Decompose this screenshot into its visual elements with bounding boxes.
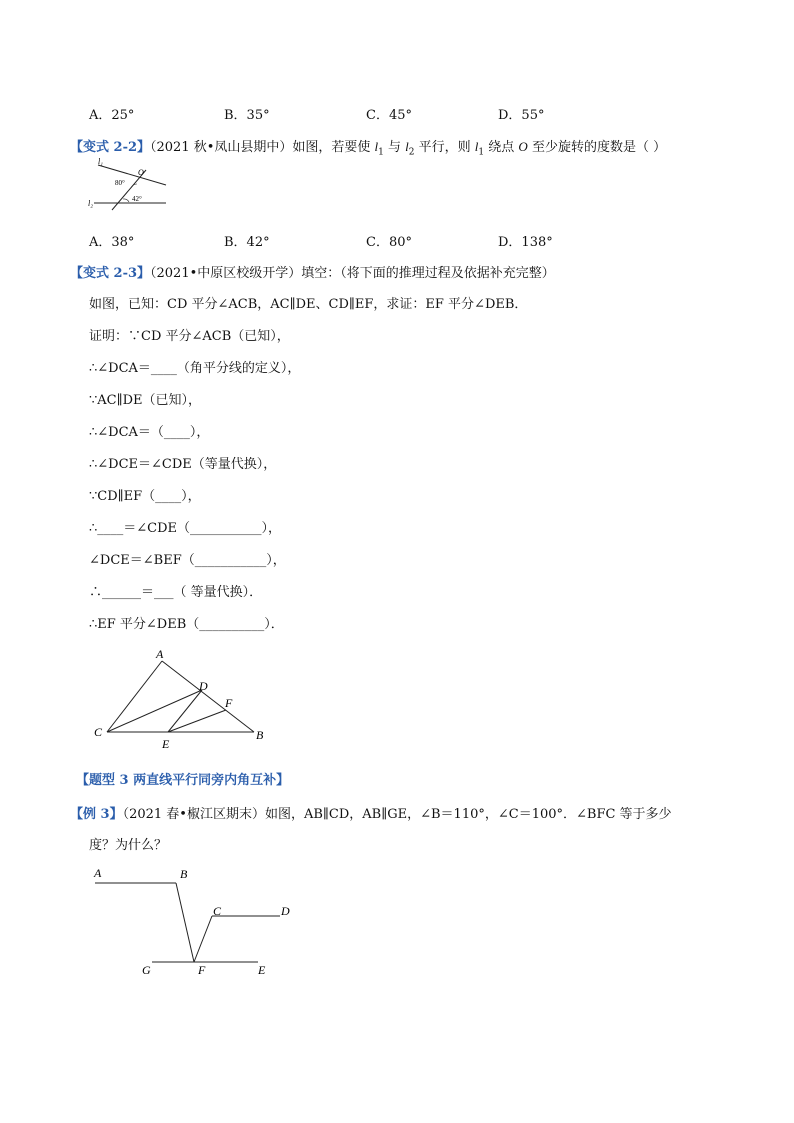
- label-d: D: [199, 679, 208, 693]
- proof-line: ∴EF 平分∠DEB（__________）．: [89, 617, 284, 632]
- option-b: B．35°: [224, 108, 270, 123]
- option-d: D．138°: [498, 235, 553, 250]
- question-tag: 【变式 2-3】: [70, 266, 151, 281]
- question-v23-header: [70, 262, 555, 281]
- label-f: F: [198, 963, 206, 977]
- question-text: 至少旋转的度数是（ ）: [527, 140, 667, 155]
- example-3-line2: 度？为什么？: [89, 838, 168, 853]
- question-text: 如图，若要使: [292, 140, 375, 155]
- label-b: B: [180, 867, 188, 881]
- label-a: A: [156, 647, 164, 661]
- proof-line: 如图，已知：CD 平分∠ACB，AC∥DE、CD∥EF，求证：EF 平分∠DEB．: [89, 297, 528, 312]
- question-text: 绕点: [484, 140, 519, 155]
- question-tag: 【例 3】: [70, 807, 123, 822]
- subscript: 2: [408, 147, 415, 158]
- question-text: 平行，则: [414, 140, 475, 155]
- proof-line: ∠DCE＝∠BEF（___________），: [89, 553, 286, 568]
- topic-heading: 【题型 3 两直线平行同旁内角互补】: [76, 773, 290, 788]
- label-f: F: [225, 696, 233, 710]
- line-symbol: l: [405, 139, 409, 154]
- question-text: 与: [383, 140, 406, 155]
- label-e: E: [162, 737, 170, 750]
- label-c: C: [94, 725, 103, 739]
- figure-triangle: [90, 644, 270, 750]
- label-a: A: [94, 866, 102, 880]
- option-c: C．45°: [366, 108, 412, 123]
- label-o: O: [138, 168, 144, 177]
- option-c: C．80°: [366, 235, 412, 250]
- proof-line: ∵AC∥DE（已知），: [89, 393, 202, 408]
- subscript: 1: [378, 147, 384, 158]
- label-c: C: [213, 904, 222, 918]
- option-b: B．42°: [224, 235, 270, 250]
- example-3-line1: [70, 803, 672, 822]
- proof-line: ∵CD∥EF（____），: [89, 489, 201, 504]
- label-l1: l₁: [98, 157, 104, 166]
- proof-line: ∴∠DCE＝∠CDE（等量代换），: [89, 457, 277, 472]
- question-text: （2021 春•椒江区期末）如图，AB∥CD，AB∥GE，∠B＝110°，∠C＝100°．∠BFC 等于多少: [122, 807, 672, 822]
- question-source: （2021 秋•凤山县期中）: [150, 140, 293, 155]
- option-a: A．38°: [89, 235, 135, 250]
- label-b: B: [256, 728, 264, 742]
- proof-line: ∴______＝___（ 等量代换）．: [89, 585, 263, 600]
- angle-80: 80°: [115, 179, 125, 187]
- proof-line: ∴____＝∠CDE（___________），: [89, 521, 282, 536]
- label-l2: l₂: [88, 199, 94, 208]
- line-symbol: l: [374, 139, 379, 154]
- proof-line: 证明：∵CD 平分∠ACB（已知），: [89, 329, 290, 344]
- option-a: A．25°: [89, 108, 135, 123]
- proof-line: ∴∠DCA＝____（角平分线的定义），: [89, 361, 301, 376]
- label-g: G: [142, 963, 151, 977]
- question-instruction: 填空：（将下面的推理过程及依据补充完整）: [301, 266, 555, 281]
- subscript: 1: [478, 147, 485, 158]
- option-d: D．55°: [498, 108, 545, 123]
- point-symbol: O: [518, 139, 528, 154]
- label-e: E: [258, 963, 266, 977]
- figure-rotation-lines: [88, 156, 170, 212]
- question-source: （2021•中原区校级开学）: [150, 266, 302, 281]
- figure-parallel-lines: [88, 862, 308, 982]
- label-d: D: [281, 904, 290, 918]
- question-tag: 【变式 2-2】: [70, 140, 151, 155]
- angle-42: 42°: [132, 195, 142, 203]
- question-v22-text: [70, 136, 666, 158]
- proof-line: ∴∠DCA＝（____），: [89, 425, 210, 440]
- line-symbol: l: [474, 139, 479, 154]
